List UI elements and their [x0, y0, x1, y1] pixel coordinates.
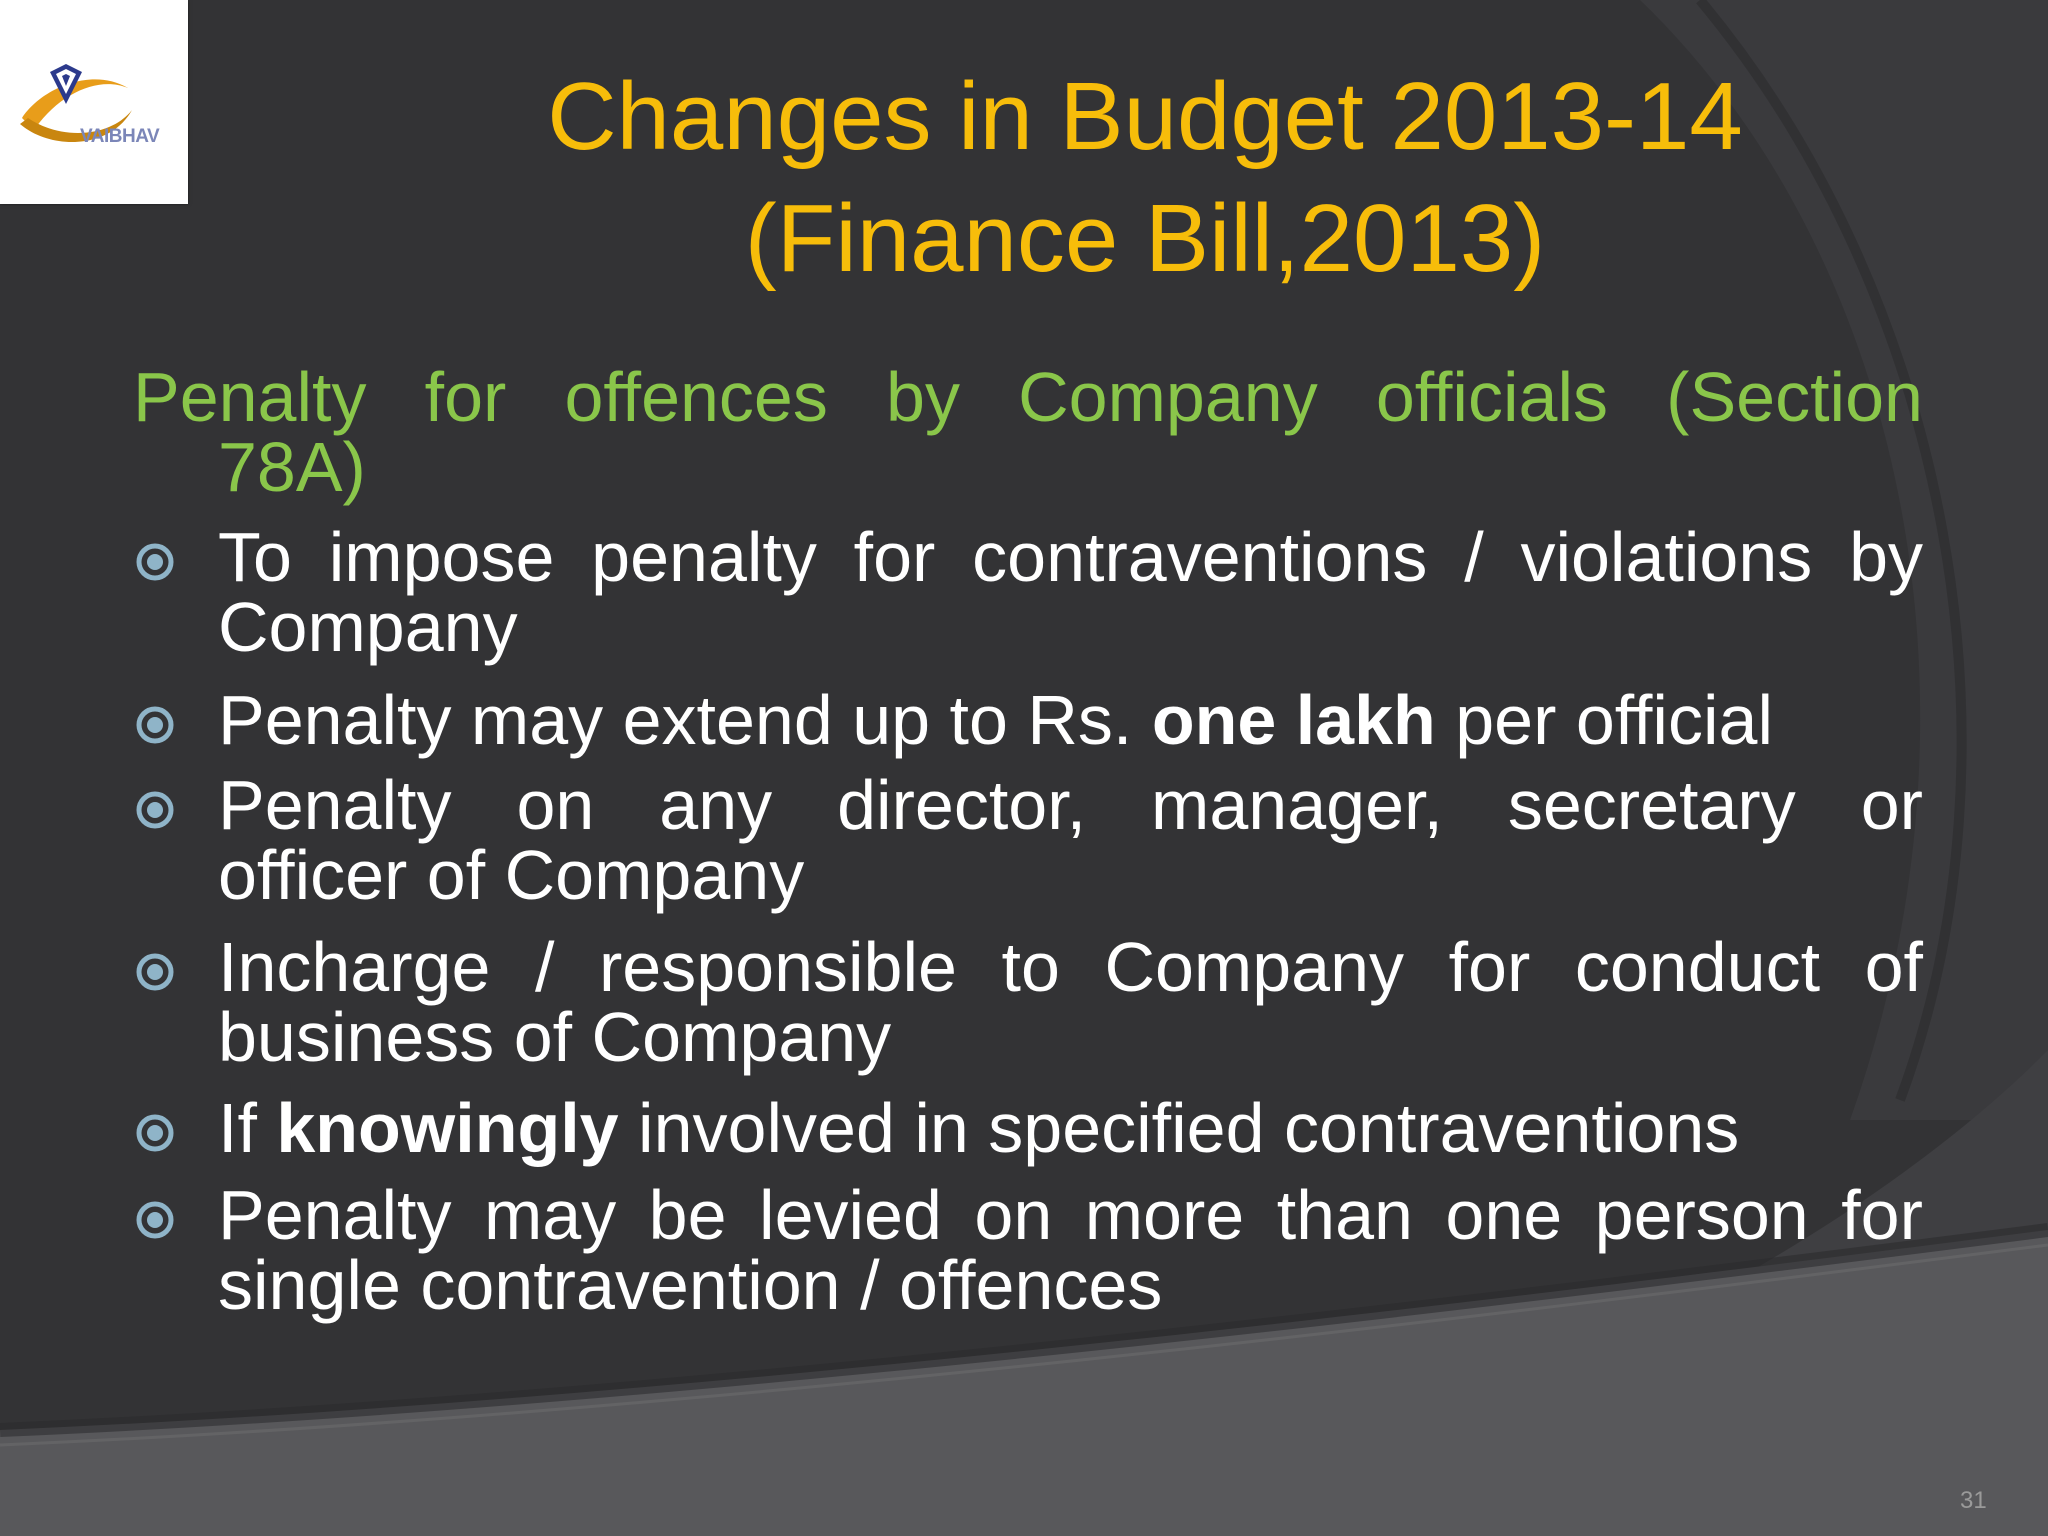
bullet-text — [218, 766, 1923, 914]
bullet-bold-text: knowingly — [276, 1089, 619, 1167]
bullet-word: Penalty — [218, 1176, 452, 1254]
bullet-word: or — [1860, 766, 1923, 844]
bullet-word: violations — [1520, 518, 1813, 596]
bullet-line-2: business of Company — [218, 998, 892, 1076]
bullet-word: To — [218, 518, 292, 596]
bullet-word: than — [1276, 1176, 1413, 1254]
circle-dot-bullet-icon — [135, 1113, 175, 1153]
bullet-text-part: If — [218, 1089, 277, 1167]
circle-dot-bullet-icon — [135, 1200, 175, 1240]
bullet-word: one — [1445, 1176, 1563, 1254]
heading-word: by — [886, 358, 960, 436]
heading-word: for — [424, 358, 507, 436]
bullet-word: for — [1448, 928, 1531, 1006]
heading-word: Company — [1018, 358, 1318, 436]
heading-word: (Section — [1666, 358, 1923, 436]
bullet-word: to — [1001, 928, 1060, 1006]
bullet-word: contraventions — [972, 518, 1428, 596]
bullet-word: be — [648, 1176, 727, 1254]
bullet-word: Company — [1104, 928, 1405, 1006]
bullet-line-1 — [218, 1089, 1923, 1167]
bullet-word: secretary — [1507, 766, 1796, 844]
bullet-text — [218, 1089, 1923, 1167]
bullet-word: penalty — [591, 518, 817, 596]
bullet-word: for — [1841, 1176, 1923, 1254]
bullet-text — [218, 928, 1923, 1076]
bullet-word: Incharge — [218, 928, 491, 1006]
company-logo — [0, 0, 188, 204]
bullet-text — [218, 518, 1923, 666]
bullet-word: director, — [837, 766, 1087, 844]
page-number: 31 — [1960, 1487, 1987, 1514]
bullet-word: Penalty — [218, 766, 452, 844]
diamond-swoosh-logo-icon — [0, 0, 188, 204]
bullet-word: on — [516, 766, 595, 844]
circle-dot-bullet-icon — [135, 952, 175, 992]
bullet-word: conduct — [1574, 928, 1821, 1006]
bullet-text-part: per official — [1435, 681, 1774, 759]
bullet-word: by — [1849, 518, 1923, 596]
bullet-word: levied — [759, 1176, 942, 1254]
bullet-word: for — [853, 518, 936, 596]
heading-word: offences — [564, 358, 828, 436]
heading-word: officials — [1375, 358, 1609, 436]
bullet-line-2: single contravention / offences — [218, 1246, 1163, 1324]
bullet-text-part: involved in specified contraventions — [618, 1089, 1740, 1167]
circle-dot-bullet-icon — [135, 790, 175, 830]
bullet-text — [218, 1176, 1923, 1324]
bullet-text — [218, 681, 1923, 759]
bullet-line-2: Company — [218, 588, 518, 666]
circle-dot-bullet-icon — [135, 542, 175, 582]
heading-word: Penalty — [133, 358, 367, 436]
bullet-line-1 — [218, 681, 1923, 759]
bullet-text-part: Penalty may extend up to Rs. — [218, 681, 1152, 759]
section-heading-line-1 — [133, 358, 1923, 436]
bullet-word: may — [483, 1176, 617, 1254]
bullet-line-1 — [218, 928, 1923, 1006]
bullet-line-1 — [218, 766, 1923, 844]
circle-dot-bullet-icon — [135, 705, 175, 745]
bullet-word: manager, — [1151, 766, 1443, 844]
section-heading — [133, 358, 1923, 506]
bullet-word: more — [1084, 1176, 1245, 1254]
bullet-word: / — [1464, 518, 1484, 596]
bullet-word: any — [659, 766, 773, 844]
bullet-word: responsible — [598, 928, 957, 1006]
bullet-bold-text: one lakh — [1151, 681, 1436, 759]
bullet-word: / — [534, 928, 555, 1006]
bullet-line-1 — [218, 518, 1923, 596]
section-heading-line-2: 78A) — [218, 428, 366, 506]
bullet-word: impose — [328, 518, 555, 596]
bullet-word: on — [974, 1176, 1053, 1254]
bullet-word: of — [1864, 928, 1923, 1006]
logo-text: VAIBHAV — [80, 126, 160, 147]
bullet-word: person — [1594, 1176, 1809, 1254]
title-line-2: (Finance Bill,2013) — [744, 185, 1546, 292]
bullet-line-1 — [218, 1176, 1923, 1254]
bullet-line-2: officer of Company — [218, 836, 805, 914]
slide-title — [360, 56, 1930, 300]
title-line-1: Changes in Budget 2013-14 — [547, 63, 1743, 170]
